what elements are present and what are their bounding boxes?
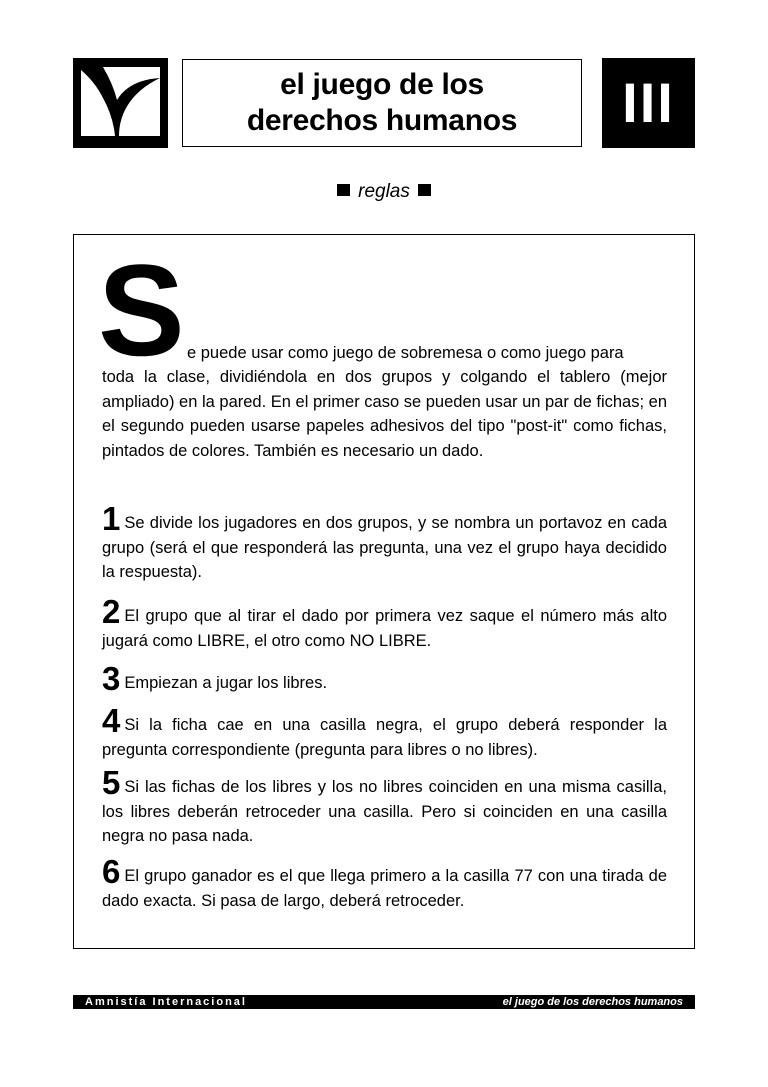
rule-text: El grupo ganador es el que llega primero a la casilla 77 con una tirada de dado exacta. Si pasa de largo, deberá retroceder. (102, 867, 667, 910)
rule-text: El grupo que al tirar el dado por primera vez saque el número más alto jugará como LIBRE, el otro como NO LIBRE. (102, 607, 667, 650)
amnesty-bird-logo-icon (73, 58, 168, 148)
footer-organization: Amnistía Internacional (85, 996, 247, 1008)
footer-title: el juego de los derechos humanos (502, 996, 683, 1008)
rule-item (102, 500, 667, 585)
rules-box (73, 234, 695, 949)
square-bullet-icon (418, 184, 431, 196)
drop-cap: S (98, 237, 183, 383)
section-subtitle (0, 180, 768, 204)
intro-paragraph: toda la clase, dividiéndola en dos grupos y colgando el tablero (mejor ampliado) en la pared. En el primer caso se pueden usar un par de fichas; en el segundo pueden usarse papeles adhesivos del tipo "post-it" como fichas, pintados de colores. También es necesario un dado. (102, 368, 668, 460)
title-line-2: derechos humanos (246, 104, 518, 137)
intro-first-line: e puede usar como juego de sobremesa o como juego para (187, 344, 624, 362)
square-bullet-icon (337, 184, 350, 196)
section-numeral-text: III (622, 71, 675, 134)
rule-number: 4 (102, 702, 121, 739)
rule-number: 6 (102, 853, 121, 890)
rule-item (102, 660, 667, 697)
rule-number: 3 (102, 660, 121, 697)
rule-text: Si la ficha cae en una casilla negra, el grupo deberá responder la pregunta correspondiente (pregunta para libres o no libres). (102, 716, 667, 759)
rule-item (102, 764, 667, 849)
rule-number: 2 (102, 593, 121, 630)
rule-item (102, 593, 667, 653)
rule-text: Se divide los jugadores en dos grupos, y se nombra un portavoz en cada grupo (será el que responderá las pregunta, una vez el grupo haya decidido la respuesta). (102, 514, 667, 581)
amnesty-logo (73, 58, 168, 148)
rule-text: Si las fichas de los libres y los no libres coinciden en una misma casilla, los libres deberán retroceder una casilla. Pero si coinciden en una casilla negra no pasa nada. (102, 778, 667, 845)
rule-number: 1 (102, 500, 121, 537)
title-box (182, 59, 582, 147)
rule-number: 5 (102, 764, 121, 801)
rule-item (102, 702, 667, 762)
rule-item (102, 853, 667, 913)
page-footer (73, 995, 695, 1009)
section-numeral (602, 58, 695, 148)
subtitle-text: reglas (358, 181, 410, 202)
rule-text: Empiezan a jugar los libres. (124, 674, 328, 692)
title-line-1: el juego de los (280, 68, 484, 101)
